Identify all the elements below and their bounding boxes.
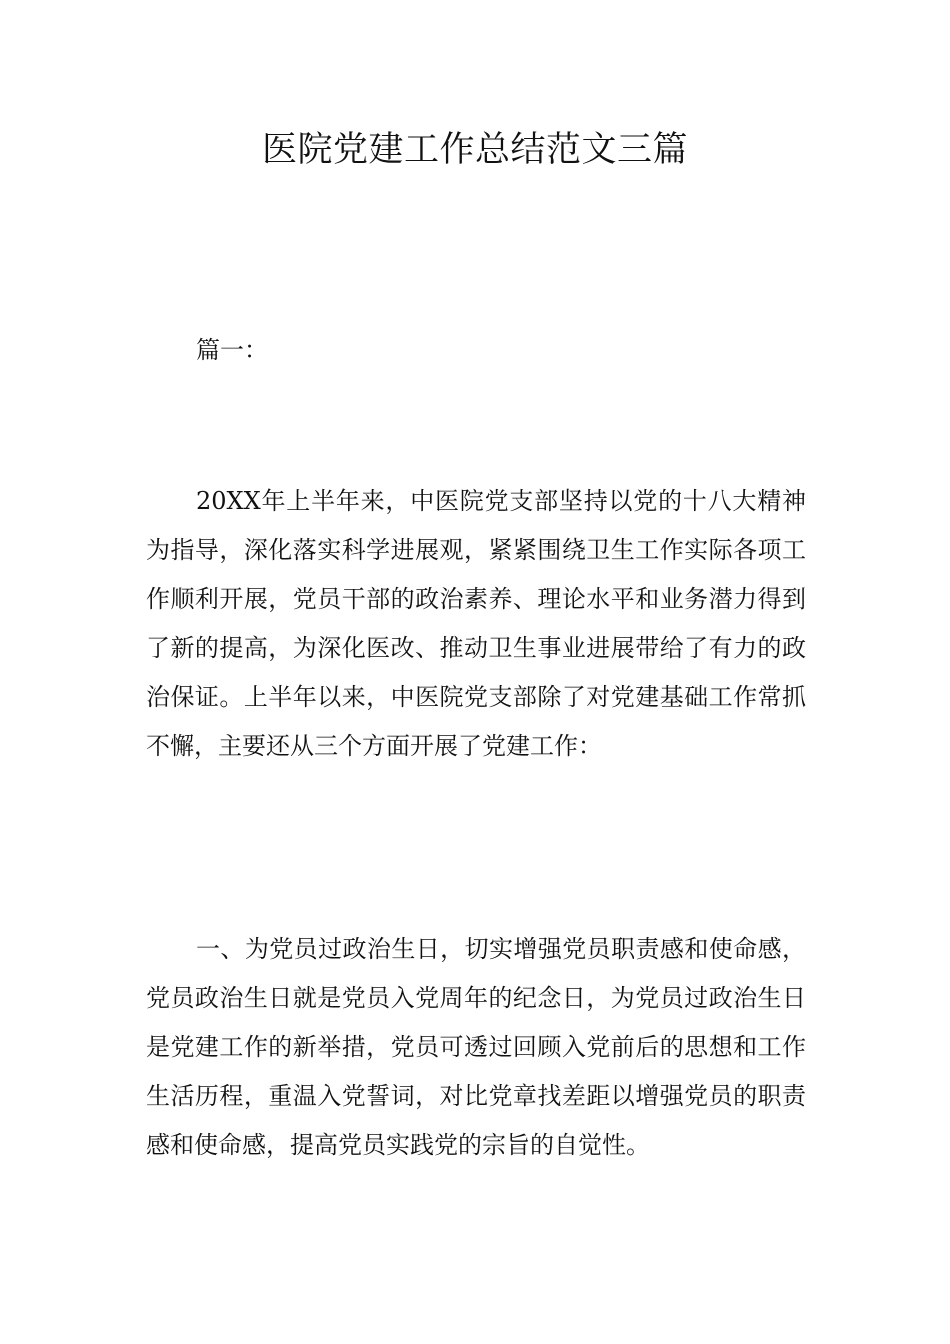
paragraph-intro: 20XX年上半年来，中医院党支部坚持以党的十八大精神为指导，深化落实科学进展观，紧紧围绕卫生工作实际各项工作顺利开展，党员干部的政治素养、理论水平和业务潜力得到了新的提高，为深化医改、推动卫生事业进展带给了有力的政治保证。上半年以来，中医院党支部除了对党建基础工作常抓不懈，主要还从三个方面开展了党建工作： bbox=[146, 487, 806, 760]
paragraph-point-one: 一、为党员过政治生日，切实增强党员职责感和使命感，党员政治生日就是党员入党周年的纪念日，为党员过政治生日是党建工作的新举措，党员可透过回顾入党前后的思想和工作生活历程，重温入党誓词，对比党章找差距以增强党员的职责感和使命感，提高党员实践党的宗旨的自觉性。 bbox=[146, 935, 806, 1159]
section-label: 篇一： bbox=[196, 336, 268, 364]
document-title: 医院党建工作总结范文三篇 bbox=[261, 130, 688, 170]
